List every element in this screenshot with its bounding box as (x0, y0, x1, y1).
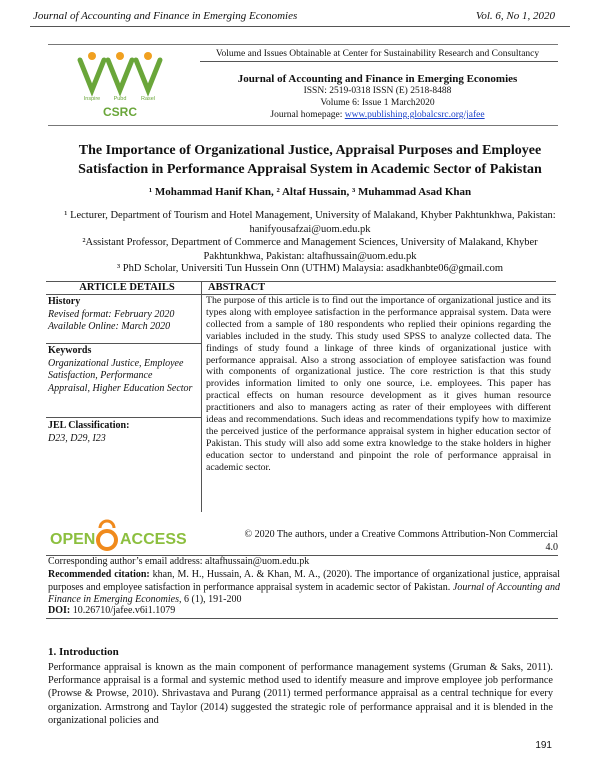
author-list: ¹ Mohammad Hanif Khan, ² Altaf Hussain, ³ Muhammad Asad Khan (148, 186, 472, 198)
running-header-volume: Vol. 6, No 1, 2020 (475, 10, 555, 22)
open-word: OPEN (50, 531, 96, 548)
abstract-heading: ABSTRACT (208, 282, 266, 293)
corresponding-email[interactable]: altafhussain@uom.edu.pk (205, 556, 310, 567)
citation-text: khan, M. H., Hussain, A. & Khan, M. A., (2020). The importance of organizational justice, appraisal purposes and employee satisfaction in performance appraisal system in academic sector of Pakistan. (48, 569, 560, 593)
masthead-issn: ISSN: 2519-0318 ISSN (E) 2518-8488 (303, 86, 452, 96)
masthead-volume: Volume 6: Issue 1 March2020 (320, 98, 435, 108)
license-text: © 2020 The authors, under a Creative Commons Attribution-Non Commercial 4.0 (244, 529, 558, 553)
homepage-label: Journal homepage: (270, 110, 345, 120)
keywords-rule (46, 417, 201, 418)
keywords-list: Organizational Justice, Employee Satisfaction, Performance Appraisal, Higher Education Sector (48, 357, 193, 394)
affiliation-3: ³ PhD Scholar, Universiti Tun Hussein Onn (UTHM) Malaysia: asadkhanbte06@gmail.com (117, 263, 503, 274)
logo-word-2: Pubd (113, 96, 127, 102)
open-access-logo (50, 518, 200, 552)
logo-figures-icon (80, 52, 160, 90)
page-number: 191 (535, 740, 552, 751)
history-block (48, 296, 193, 334)
csrc-logo (74, 50, 170, 120)
masthead-journal: Journal of Accounting and Finance in Emerging Economies (237, 73, 518, 85)
history-label: History (48, 296, 81, 307)
keywords-label: Keywords (48, 345, 92, 356)
jel-codes: D23, D29, I23 (48, 432, 106, 444)
history-rule (46, 343, 201, 344)
logo-word-3: Rasel (140, 96, 156, 102)
keywords-block (48, 345, 193, 395)
citation-pages: 6 (1), 191-200 (181, 594, 242, 605)
revised-date: Revised format: February 2020 (48, 308, 175, 320)
abstract-text: The purpose of this article is to find out the importance of organizational justice and its types along with employee satisfaction in the performance appraisal system. Data were collected from a sample of 180 respondents who replied their opinions regarding the variables included in the study. This study used SPSS to analyze collected data. The findings of study found a linkage of three kinds of organizational justice with performance appraisal. Also a strong association of employee satisfaction was found with components of organizational justice. The core restriction is that this study provides information limited to only one source, i.e. employees. This paper has practical effects on human resource development as it gives human resource practitioners and also to managers acting as rater of their employees with different ideas and recommendations. Such ideas and recommendations typify how to maximize the perceived justice of the performance appraisal system in higher education sector of Pakistan. This study will also add some extra knowledge to the stake holders in higher education sector to understand and pinpoint the role of performance appraisal in academic sector. (206, 295, 551, 473)
meta-bottom-rule (46, 618, 558, 619)
masthead-line: Volume and Issues Obtainable at Center for Sustainability Research and Consultancy (215, 49, 540, 59)
doi-label: DOI: (48, 605, 71, 616)
introduction-text: Performance appraisal is known as the main component of performance management systems (Gruman & Saks, 2011). Performance appraisal is a formal and systemic method used to identify measure and improve employee job performance (Prowse & Prowse, 2010). Shrivastava and Purang (2011) termed performance appraisal as a central technique for every organization. Armstrong and Taylor (2014) suggested the strategic role of performance appraisal and it is blended in the organizational policies and (48, 662, 553, 726)
open-lock-icon (98, 521, 116, 549)
masthead-divider (200, 61, 558, 62)
affiliation-2: ²Assistant Professor, Department of Commerce and Management Sciences, University of Malakand, Khyber Pakhtunkhwa, Pakistan: altafhussain@uom.edu.pk (82, 237, 538, 262)
article-title: The Importance of Organizational Justice, Appraisal Purposes and Employee Satisfaction in Performance Appraisal System in Academic Sector of Pakistan (78, 143, 542, 177)
citation-label: Recommended citation: (48, 569, 150, 580)
access-word: ACCESS (120, 531, 187, 548)
running-header-journal: Journal of Accounting and Finance in Emerging Economies (33, 10, 298, 22)
homepage-link[interactable]: www.publishing.globalcsrc.org/jafee (344, 110, 485, 120)
affiliation-1: ¹ Lecturer, Department of Tourism and Hotel Management, University of Malakand, Khyber Pakhtunkhwa, Pakistan: hanifyousafzai@uom.edu.pk (64, 210, 556, 235)
corresponding-label: Corresponding author’s email address: (48, 556, 206, 567)
doi-line (48, 605, 560, 618)
article-details-heading: ARTICLE DETAILS (79, 282, 175, 293)
jel-block (48, 420, 193, 445)
jel-label: JEL Classification: (48, 420, 130, 431)
logo-word-1: Inspire (83, 96, 101, 102)
corresponding-author (48, 556, 560, 569)
doi-value[interactable]: 10.26710/jafee.v6i1.1079 (70, 605, 176, 616)
masthead-homepage (200, 110, 555, 120)
logo-name: CSRC (102, 105, 138, 119)
citation-journal: Journal of Accounting and Finance in Emerging Economies, (48, 581, 561, 605)
available-date: Available Online: March 2020 (48, 321, 171, 332)
header-rule (30, 26, 570, 27)
introduction-heading: 1. Introduction (48, 646, 119, 658)
column-divider (201, 282, 202, 512)
recommended-citation (48, 569, 560, 607)
